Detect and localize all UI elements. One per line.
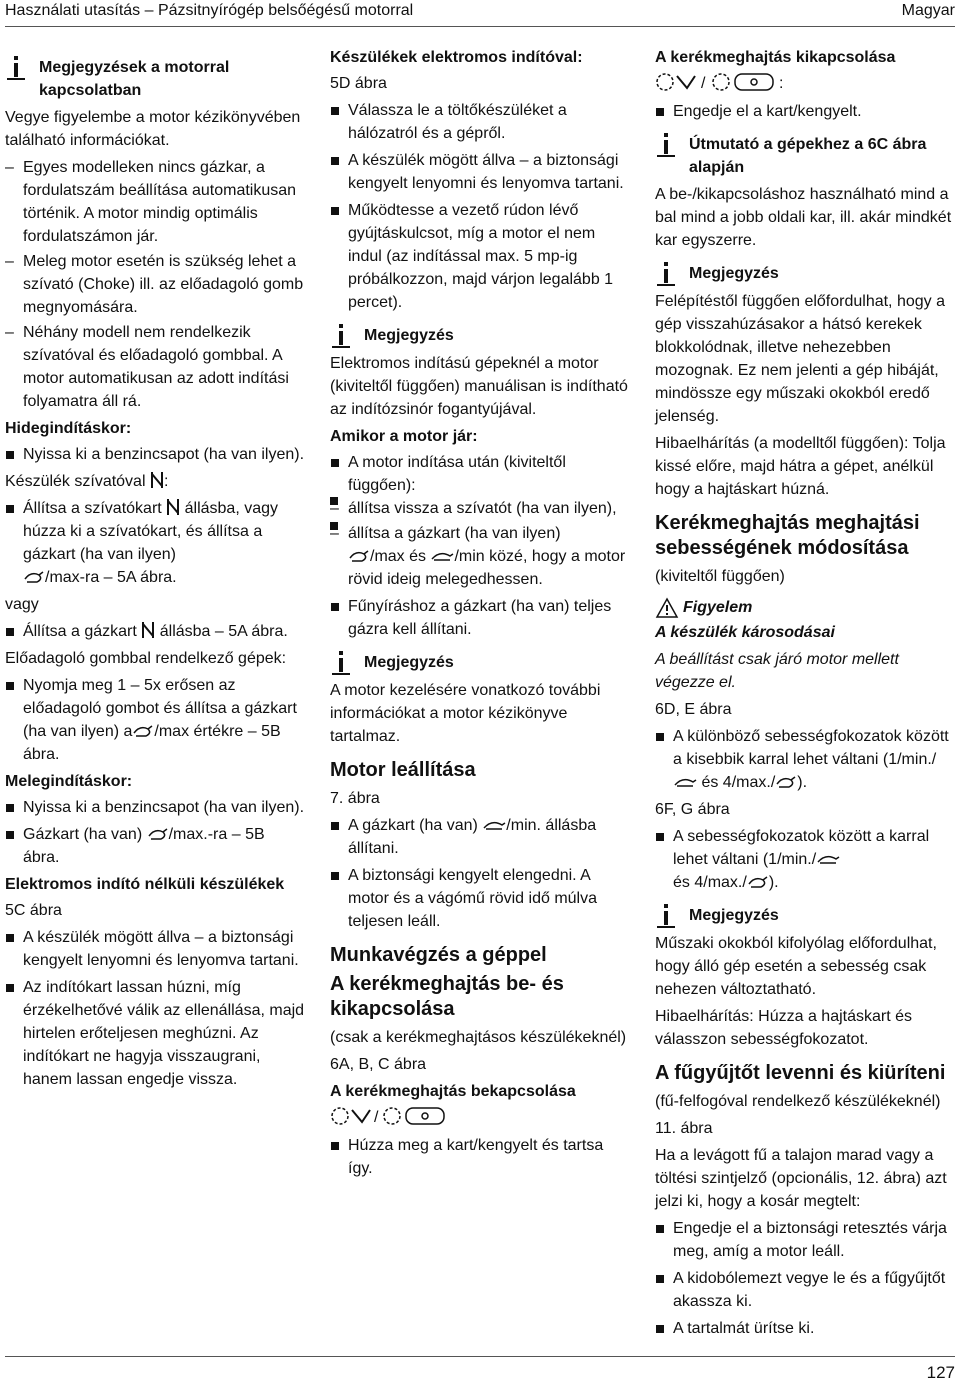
list-item: Húzza meg a kart/kengyelt és tartsa így. [330, 1134, 630, 1180]
heading-work: Munkavégzés a géppel [330, 944, 547, 966]
page-header [5, 0, 955, 27]
paragraph: (fű-felfogóval rendelkező készülékeknél) [655, 1093, 941, 1110]
paragraph: A motor kezelésére vonatkozó további információkat a motor kézikönyve tartalmaz. [330, 682, 601, 745]
paragraph: Hibaelhárítás (a modelltől függően): Tolja kissé előre, majd hátra a gépet, anélkül hogy a hajtáskart húzná. [655, 435, 946, 498]
paragraph: (csak a kerékmeghajtásos készülékeknél) [330, 1029, 627, 1046]
bullet-list [330, 99, 630, 314]
list-item: A készülék mögött állva – a biztonsági kengyelt lenyomni és lenyomva tartani. [5, 926, 305, 972]
bullet-list [5, 497, 305, 589]
note-title: Útmutató a gépekhez a 6C ábra alapján [689, 136, 927, 176]
hare-icon [775, 774, 797, 790]
bullet-list [655, 725, 955, 794]
turtle-icon [816, 851, 840, 867]
paragraph: Ha a levágott fű a talajon marad vagy a töltési szintjelző (opcionális, 12. ábra) azt jelzi ki, hogy a kosár megtelt: [655, 1147, 947, 1210]
list-item: – állítsa a gázkart (ha van ilyen) /max és /min közé, hogy a motor rövid ideig melegedhessen. [330, 522, 630, 591]
figure-ref: 6F, G ábra [655, 801, 730, 818]
note-title: Megjegyzés [689, 907, 779, 924]
heading-running: Amikor a motor jár: [330, 428, 478, 445]
list-item: Nyissa ki a benzincsapot (ha van ilyen). [5, 443, 305, 466]
note-wheels [655, 262, 955, 286]
hare-icon [147, 826, 169, 842]
paragraph: Vegye figyelembe a motor kézikönyvében található információkat. [5, 109, 301, 149]
header-title: Használati utasítás – Pázsitnyírógép belsőégésű motorral [5, 2, 414, 19]
bullet-list [5, 620, 305, 643]
bullet-list [330, 814, 630, 933]
list-item: A készülék mögött állva – a biztonsági kengyelt lenyomni és lenyomva tartani. [330, 149, 630, 195]
heading-cold-start: Hidegindításkor: [5, 420, 132, 437]
turtle-icon [430, 548, 454, 564]
paragraph: Felépítéstől függően előfordulhat, hogy a gép visszahúzásakor a hátsó kerekek blokkolódnak, illetve nehezebben mozognak. Ez nem jelenti a gép hibáját, mindössze egy műszaki okokból eredő jelenség. [655, 293, 945, 425]
heading-drive-on: A kerékmeghajtás bekapcsolása [330, 1083, 576, 1100]
list-item: A motor indítása után (kiviteltől függően): – állítsa vissza a szívatót (ha van ilyen), – állítsa a gázkart (ha van ilyen) /max és /min közé, hogy a motor rövid ideig melegedhessen. [330, 451, 630, 591]
drive-off-symbols [655, 72, 955, 96]
list-item: Az indítókart lassan húzni, míg érzékelhetővé válik az ellenállása, majd hirtelen erőteljesen meghúzni. Az indítókart ne hagyja visszaugrani, hanem lassan engedje vissza. [5, 976, 305, 1091]
note-title: Megjegyzés [364, 654, 454, 671]
figure-ref: 6D, E ábra [655, 701, 732, 718]
list-item: A tartalmát ürítse ki. [655, 1317, 955, 1340]
bullet-list [5, 796, 305, 869]
list-item: A kidobólemezt vegye le és a fűgyűjtőt akassza ki. [655, 1267, 955, 1313]
list-item: – állítsa vissza a szívatót (ha van ilyen), [330, 497, 630, 520]
heading-stop-motor: Motor leállítása [330, 759, 476, 781]
list-item: Állítsa a gázkart állásba – 5A ábra. [5, 620, 305, 643]
warning-title: Figyelem [683, 599, 753, 616]
bullet-list [330, 1134, 630, 1180]
svg-text:/: / [374, 1109, 379, 1126]
heading-no-electric: Elektromos indító nélküli készülékek [5, 876, 285, 893]
info-icon [5, 56, 27, 80]
figure-ref: 11. ábra [655, 1120, 713, 1137]
figure-ref: 5C ábra [5, 902, 62, 919]
figure-ref: 5D ábra [330, 75, 387, 92]
hare-icon [747, 874, 769, 890]
figure-ref: 7. ábra [330, 790, 380, 807]
list-item: – Egyes modelleken nincs gázkar, a fordulatszám beállítása automatikusan történik. A motor mindig optimális fordulatszámon jár. [5, 156, 305, 248]
warning-text: A beállítást csak járó motor mellett végezze el. [655, 651, 899, 691]
turtle-icon [482, 817, 506, 833]
drive-on-symbols [330, 1106, 630, 1130]
heading-drive-off: A kerékmeghajtás kikapcsolása [655, 49, 896, 66]
hare-icon [348, 548, 370, 564]
note-electric [330, 324, 630, 348]
dash-list [330, 497, 630, 591]
info-icon [330, 651, 352, 675]
svg-text::: : [779, 75, 784, 92]
heading-grass-bag: A fűgyűjtőt levenni és kiüríteni [655, 1062, 946, 1084]
list-item: Állítsa a szívatókart állásba, vagy húzza ki a szívatókart, és állítsa a gázkart (ha van ilyen) /max-ra – 5A ábra. [5, 497, 305, 589]
paragraph: Hibaelhárítás: Húzza a hajtáskart és válasszon sebességfokozatot. [655, 1008, 913, 1048]
figure-ref: 6A, B, C ábra [330, 1056, 427, 1073]
list-item: Válassza le a töltőkészüléket a hálózatról és a gépről. [330, 99, 630, 145]
paragraph: Előadagoló gombbal rendelkező gépek: [5, 650, 287, 667]
list-item: A biztonsági kengyelt elengedni. A motor és a vágómű rövid idő múlva teljesen leáll. [330, 864, 630, 933]
list-item: Fűnyíráshoz a gázkart (ha van) teljes gázra kell állítani. [330, 595, 630, 641]
list-item: Engedje el a kart/kengyelt. [655, 100, 955, 123]
list-item: – Meleg motor esetén is szükség lehet a szívató (Choke) ill. az előadagoló gomb megnyomására. [5, 250, 305, 319]
list-item: A sebességfokozatok között a karral lehet váltani (1/min./ és 4/max./ ). [655, 825, 955, 894]
warning-block [655, 596, 955, 619]
hare-icon [132, 723, 154, 739]
header-language: Magyar [901, 2, 955, 19]
paragraph: A be-/kikapcsoláshoz használható mind a bal mind a jobb oldali kar, ill. akár mindkét kar egyszerre. [655, 186, 952, 249]
list-item: A különböző sebességfokozatok között a kisebbik karral lehet váltani (1/min./ és 4/max./ ). [655, 725, 955, 794]
note-6c [655, 133, 955, 179]
heading-speed: Kerékmeghajtás meghajtási sebességének módosítása [655, 512, 920, 559]
bullet-list [5, 926, 305, 1091]
note-title: Megjegyzések a motorral kapcsolatban [39, 59, 230, 99]
warning-icon [655, 597, 679, 619]
info-icon [655, 904, 677, 928]
page-footer [5, 1356, 955, 1382]
note-technical [655, 904, 955, 928]
note-title: Megjegyzés [364, 327, 454, 344]
paragraph: Műszaki okokból kifolyólag előfordulhat, hogy álló gép esetén a sebesség csak nehezen változtatható. [655, 935, 937, 998]
choke-label: Készülék szívatóval [5, 473, 146, 490]
list-item: Engedje el a biztonsági retesztés várja meg, amíg a motor leáll. [655, 1217, 955, 1263]
column-2 [330, 46, 630, 1184]
list-item: – Néhány modell nem rendelkezik szívatóval és előadagoló gombbal. A motor automatikusan az adott indítási folyamatra áll rá. [5, 321, 305, 413]
choke-icon [141, 621, 155, 639]
heading-electric: Készülékek elektromos indítóval: [330, 49, 583, 66]
list-item: Gázkart (ha van) /max.-ra – 5B ábra. [5, 823, 305, 869]
info-icon [330, 324, 352, 348]
colon: : [163, 473, 169, 490]
note-motor [5, 56, 305, 102]
heading-warm-start: Melegindításkor: [5, 773, 133, 790]
drive-lever-icon [655, 72, 795, 92]
note-title: Megjegyzés [689, 265, 779, 282]
list-item: Nyissa ki a benzincsapot (ha van ilyen). [5, 796, 305, 819]
bullet-list [655, 100, 955, 123]
dash-list [5, 156, 305, 413]
choke-icon [166, 498, 180, 516]
bullet-list [5, 443, 305, 466]
column-1 [5, 46, 305, 1095]
drive-lever-icon [330, 1106, 450, 1126]
bullet-list [330, 451, 630, 641]
page-number: 127 [926, 1363, 955, 1382]
heading-drive: A kerékmeghajtás be- és kikapcsolása [330, 973, 564, 1020]
note-manual [330, 651, 630, 675]
list-item: Nyomja meg 1 – 5x erősen az előadagoló gombot és állítsa a gázkart (ha van ilyen) a /max értékre – 5B ábra. [5, 674, 305, 766]
hare-icon [23, 569, 45, 585]
warning-subtitle: A készülék károsodásai [655, 624, 835, 641]
info-icon [655, 262, 677, 286]
choke-icon [150, 471, 164, 489]
bullet-list [655, 1217, 955, 1340]
info-icon [655, 133, 677, 157]
turtle-icon [673, 774, 697, 790]
paragraph-or: vagy [5, 596, 39, 613]
column-3 [655, 46, 955, 1344]
svg-text:/: / [701, 75, 706, 92]
paragraph: Elektromos indítású gépeknél a motor (kiviteltől függően) manuálisan is indítható az indítózsinór fogantyújával. [330, 355, 628, 418]
list-item: A gázkart (ha van) /min. állásba állítani. [330, 814, 630, 860]
bullet-list [655, 825, 955, 894]
bullet-list [5, 674, 305, 766]
paragraph: (kiviteltől függően) [655, 568, 785, 585]
paragraph [5, 470, 305, 493]
list-item: Működtesse a vezető rúdon lévő gyújtáskulcsot, míg a motor el nem indul (az indítással max. 5 mp-ig próbálkozzon, majd várjon legalább 1 percet). [330, 199, 630, 314]
